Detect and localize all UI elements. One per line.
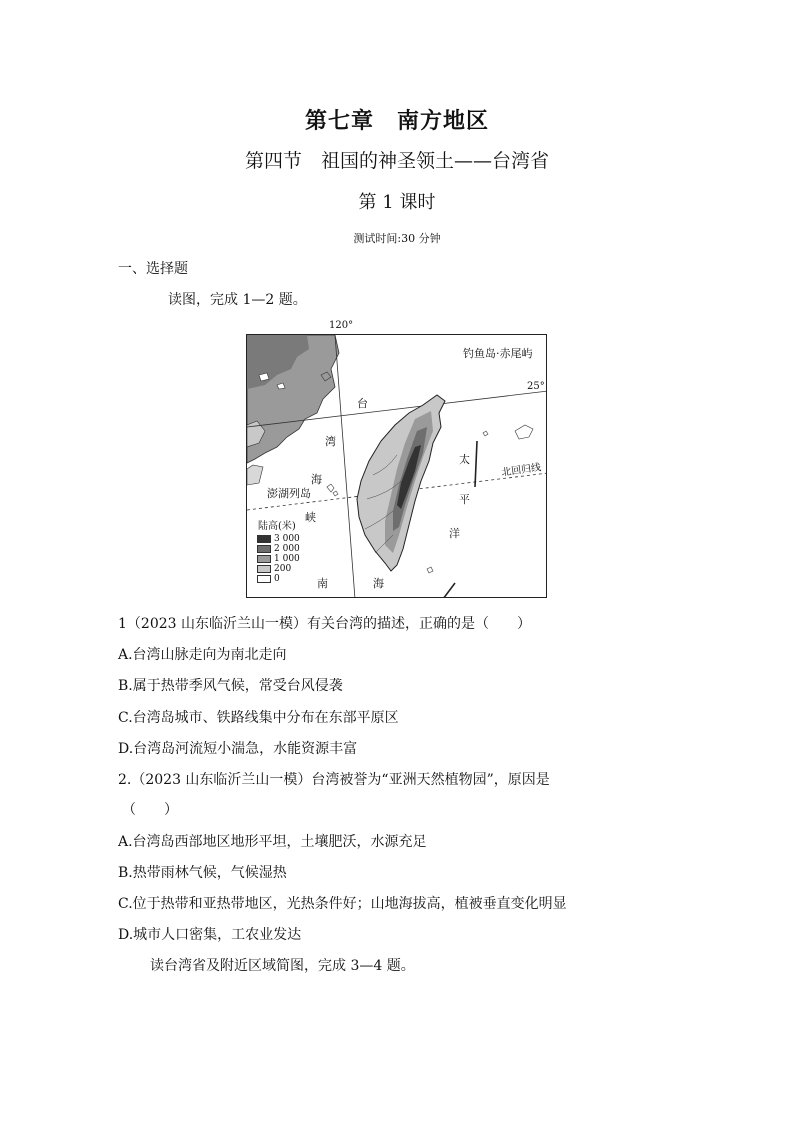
legend-row [257,535,300,544]
question-2-option-a: A.台湾岛西部地区地形平坦，土壤肥沃，水源充足 [118,834,427,850]
question-1-option-b: B.属于热带季风气候，常受台风侵袭 [118,678,343,694]
question-2-option-b: B.热带雨林气候，气候湿热 [118,865,287,881]
intro-text-2: 读台湾省及附近区域简图，完成 3—4 题。 [150,958,415,974]
question-1-option-a: A.台湾山脉走向为南北走向 [118,647,287,663]
sea-label-hai: 海 [373,577,384,590]
legend-value: 200 [274,564,292,574]
intro-text: 读图，完成 1—2 题。 [168,292,307,308]
legend-row [257,555,300,564]
question-2-stem: 2.（2023 山东临沂兰山一模）台湾被誉为“亚洲天然植物园”，原因是 [118,772,550,788]
penghu-label: 澎湖列岛 [267,487,311,500]
question-1-option-c: C.台湾岛城市、铁路线集中分布在东部平原区 [118,710,399,726]
question-1-option-d: D.台湾岛河流短小湍急，水能资源丰富 [118,741,358,757]
longitude-label: 120° [329,320,354,331]
legend-value: 3 000 [274,534,300,544]
legend-swatch [257,555,271,563]
chapter-title: 第七章 南方地区 [304,108,489,134]
test-time: 测试时间:30 分钟 [353,232,441,245]
section-title: 第四节 祖国的神圣领土——台湾省 [244,150,549,172]
legend-row [257,575,280,584]
ocean-label-tai: 太 [459,453,470,466]
legend-swatch [257,575,271,583]
tropic-label: 北回归线 [500,462,542,479]
taiwan-map [246,334,547,598]
strait-label-xia: 峡 [305,511,316,524]
legend-value: 2 000 [274,544,300,554]
legend-row [257,545,300,554]
strait-label-hai: 海 [311,473,322,486]
legend-swatch [257,535,271,543]
legend-value: 1 000 [274,554,300,564]
legend-swatch [257,545,271,553]
question-2-option-c: C.位于热带和亚热带地区，光热条件好；山地海拔高，植被垂直变化明显 [118,896,567,912]
ocean-label-yang: 洋 [449,527,460,540]
question-1-stem: 1（2023 山东临沂兰山一模）有关台湾的描述，正确的是（ ） [118,616,531,632]
question-2-answer-blank: （ ） [122,802,178,818]
diaoyu-label: 钓鱼岛·赤尾屿 [463,347,533,360]
legend-swatch [257,565,271,573]
part-title: 一、选择题 [118,261,188,277]
lesson-title: 第 1 课时 [358,192,436,213]
latitude-label: 25° [527,381,545,392]
legend-title: 陆高(米) [258,521,296,532]
strait-label-tai: 台 [357,397,368,410]
strait-label-wan: 湾 [325,435,336,448]
ocean-label-ping: 平 [459,493,470,506]
legend-value: 0 [274,574,280,584]
sea-label-nan: 南 [317,577,328,590]
question-2-option-d: D.城市人口密集，工农业发达 [118,927,302,943]
legend-row [257,565,291,574]
